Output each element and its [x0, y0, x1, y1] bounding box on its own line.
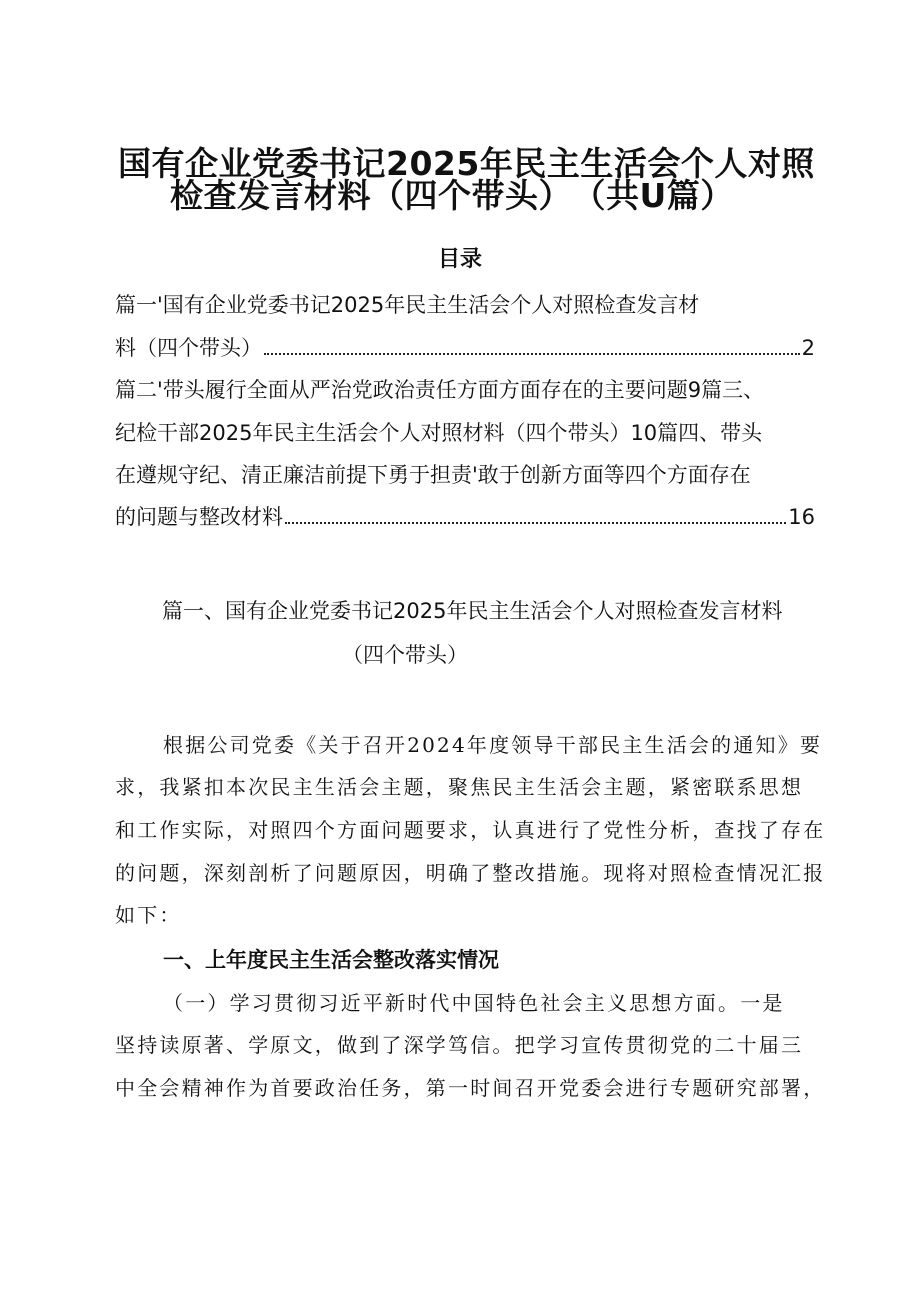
toc-entry-line[interactable]: [115, 333, 815, 363]
toc-page-number: 2: [801, 336, 815, 360]
toc-entry-text: 料（四个带头）: [115, 336, 262, 360]
toc-entry-line[interactable]: 篇一'国有企业党委书记2025年民主生活会个人对照检查发言材: [115, 293, 700, 317]
toc-entry-text: 的问题与整改材料: [115, 505, 283, 529]
dot-leader: [285, 521, 786, 524]
paragraph-line: 的问题，深刻剖析了问题原因，明确了整改措施。现将对照检查情况汇报: [115, 861, 826, 885]
dot-leader: [264, 352, 800, 355]
toc-entry-line[interactable]: 在遵规守纪、清正廉洁前提下勇于担责'敢于创新方面等四个方面存在: [115, 463, 751, 487]
toc-entry-line[interactable]: 篇二'带头履行全面从严治党政治责任方面方面存在的主要问题9篇三、: [115, 378, 765, 402]
section-subheading: 一、上年度民主生活会整改落实情况: [163, 948, 499, 972]
paragraph-line: 根据公司党委《关于召开2024年度领导干部民主生活会的通知》要: [163, 733, 823, 757]
paragraph-line: 如下：: [115, 903, 182, 927]
document-title-line-1: 国有企业党委书记2025年民主生活会个人对照: [118, 144, 815, 183]
section-title-line-1: 篇一、国有企业党委书记2025年民主生活会个人对照检查发言材料: [162, 599, 783, 623]
paragraph-line: 中全会精神作为首要政治任务，第一时间召开党委会进行专题研究部署，: [115, 1076, 826, 1100]
toc-entry-line[interactable]: [115, 502, 815, 532]
paragraph-line: （一）学习贯彻习近平新时代中国特色社会主义思想方面。一是: [163, 991, 785, 1015]
paragraph-line: 坚持读原著、学原文，做到了深学笃信。把学习宣传贯彻党的二十届三: [115, 1033, 804, 1057]
document-title-line-2: 检查发言材料（四个带头） （共U篇）: [170, 176, 734, 215]
paragraph-line: 求，我紧扣本次民主生活会主题，聚焦民主生活会主题，紧密联系思想: [115, 775, 804, 799]
toc-entry-line[interactable]: 纪检干部2025年民主生活会个人对照材料（四个带头）10篇四、带头: [115, 421, 763, 445]
paragraph-line: 和工作实际，对照四个方面问题要求，认真进行了党性分析，查找了存在: [115, 818, 826, 842]
toc-heading: 目录: [437, 247, 482, 272]
section-title-line-2: （四个带头）: [342, 643, 468, 667]
toc-page-number: 16: [788, 505, 815, 529]
